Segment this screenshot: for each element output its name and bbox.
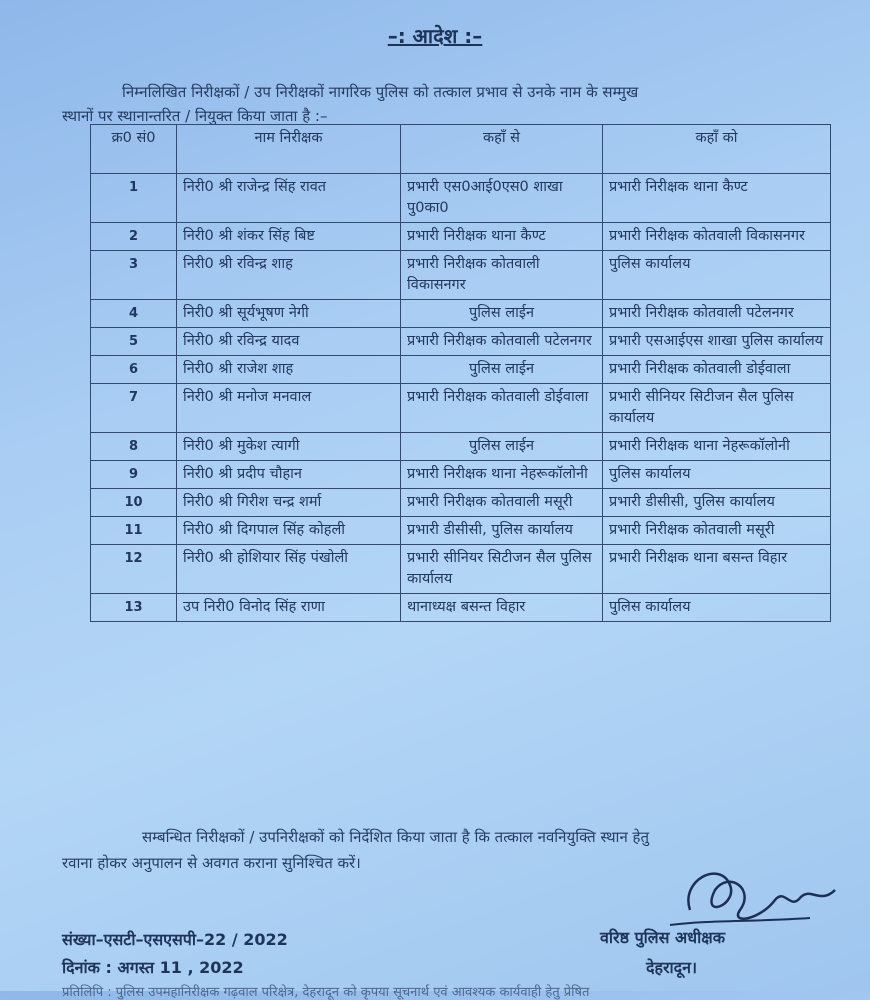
row-from: पुलिस लाईन (401, 356, 603, 384)
row-to: प्रभारी निरीक्षक थाना बसन्त विहार (603, 545, 831, 594)
row-to: पुलिस कार्यालय (603, 594, 831, 622)
intro-paragraph (62, 80, 852, 128)
row-name: निरी0 श्री शंकर सिंह बिष्ट (177, 223, 401, 251)
table-row (91, 328, 831, 356)
row-name: निरी0 श्री होशियार सिंह पंखोली (177, 545, 401, 594)
row-from: पुलिस लाईन (401, 300, 603, 328)
row-to: प्रभारी सीनियर सिटीजन सैल पुलिस कार्यालय (603, 384, 831, 433)
row-serial: 7 (91, 384, 177, 433)
row-to: प्रभारी निरीक्षक कोतवाली पटेलनगर (603, 300, 831, 328)
row-from: प्रभारी निरीक्षक थाना कैण्ट (401, 223, 603, 251)
row-from: प्रभारी निरीक्षक कोतवाली विकासनगर (401, 251, 603, 300)
row-name: उप निरी0 विनोद सिंह राणा (177, 594, 401, 622)
row-from: प्रभारी निरीक्षक कोतवाली डोईवाला (401, 384, 603, 433)
row-from: प्रभारी सीनियर सिटीजन सैल पुलिस कार्यालय (401, 545, 603, 594)
header-from: कहाँ से (401, 125, 603, 174)
row-to: प्रभारी निरीक्षक कोतवाली विकासनगर (603, 223, 831, 251)
row-serial: 3 (91, 251, 177, 300)
row-to: प्रभारी निरीक्षक कोतवाली डोईवाला (603, 356, 831, 384)
row-name: निरी0 श्री रविन्द्र शाह (177, 251, 401, 300)
row-name: निरी0 श्री दिगपाल सिंह कोहली (177, 517, 401, 545)
order-date: दिनांक : अगस्त 11 , 2022 (62, 958, 244, 977)
row-serial: 11 (91, 517, 177, 545)
order-title-text: –: आदेश :– (387, 24, 483, 48)
table-row (91, 517, 831, 545)
row-name: निरी0 श्री प्रदीप चौहान (177, 461, 401, 489)
row-from: प्रभारी निरीक्षक थाना नेहरूकॉलोनी (401, 461, 603, 489)
row-from: प्रभारी निरीक्षक कोतवाली पटेलनगर (401, 328, 603, 356)
row-name: निरी0 श्री राजेन्द्र सिंह रावत (177, 174, 401, 223)
row-to: पुलिस कार्यालय (603, 251, 831, 300)
signatory-title: वरिष्ठ पुलिस अधीक्षक (600, 928, 726, 947)
table-row (91, 545, 831, 594)
row-serial: 6 (91, 356, 177, 384)
row-name: निरी0 श्री रविन्द्र यादव (177, 328, 401, 356)
row-name: निरी0 श्री मुकेश त्यागी (177, 433, 401, 461)
table-row (91, 251, 831, 300)
row-serial: 1 (91, 174, 177, 223)
table-row (91, 174, 831, 223)
row-to: पुलिस कार्यालय (603, 461, 831, 489)
row-to: प्रभारी निरीक्षक थाना कैण्ट (603, 174, 831, 223)
row-from: पुलिस लाईन (401, 433, 603, 461)
table-row (91, 461, 831, 489)
row-serial: 5 (91, 328, 177, 356)
row-name: निरी0 श्री सूर्यभूषण नेगी (177, 300, 401, 328)
row-to: प्रभारी एसआईएस शाखा पुलिस कार्यालय (603, 328, 831, 356)
row-from: प्रभारी डीसीसी, पुलिस कार्यालय (401, 517, 603, 545)
row-serial: 4 (91, 300, 177, 328)
table-row (91, 433, 831, 461)
row-name: निरी0 श्री राजेश शाह (177, 356, 401, 384)
header-name: नाम निरीक्षक (177, 125, 401, 174)
row-to: प्रभारी डीसीसी, पुलिस कार्यालय (603, 489, 831, 517)
table-row (91, 384, 831, 433)
signatory-place: देहरादून। (646, 958, 698, 977)
table-row (91, 356, 831, 384)
row-name: निरी0 श्री मनोज मनवाल (177, 384, 401, 433)
header-to: कहाँ को (603, 125, 831, 174)
closing-line-1: सम्बन्धित निरीक्षकों / उपनिरीक्षकों को निर्देशित किया जाता है कि तत्काल नवनियुक्ति स्थान हेतु (142, 828, 650, 846)
table-row (91, 300, 831, 328)
order-title (0, 22, 870, 49)
row-from: प्रभारी एस0आई0एस0 शाखा पु0का0 (401, 174, 603, 223)
row-serial: 10 (91, 489, 177, 517)
row-to: प्रभारी निरीक्षक थाना नेहरूकॉलोनी (603, 433, 831, 461)
table-header-row (91, 125, 831, 174)
row-name: निरी0 श्री गिरीश चन्द्र शर्मा (177, 489, 401, 517)
row-from: प्रभारी निरीक्षक कोतवाली मसूरी (401, 489, 603, 517)
row-from: थानाध्यक्ष बसन्त विहार (401, 594, 603, 622)
row-serial: 12 (91, 545, 177, 594)
header-serial: क्र0 सं0 (91, 125, 177, 174)
intro-line-1: निम्नलिखित निरीक्षकों / उप निरीक्षकों नागरिक पुलिस को तत्काल प्रभाव से उनके नाम के सम्मुख (122, 83, 639, 101)
row-serial: 8 (91, 433, 177, 461)
copy-to-line: प्रतिलिपि : पुलिस उपमहानिरीक्षक गढ़वाल परिक्षेत्र, देहरादून को कृपया सूचनार्थ एवं आवश्यक कार्यवाही हेतु प्रेषित (62, 985, 590, 1000)
table-row (91, 594, 831, 622)
row-serial: 9 (91, 461, 177, 489)
closing-line-2: रवाना होकर अनुपालन से अवगत कराना सुनिश्चित करें। (62, 854, 361, 872)
reference-number: संख्या–एसटी–एसएसपी–22 / 2022 (62, 930, 288, 949)
row-to: प्रभारी निरीक्षक कोतवाली मसूरी (603, 517, 831, 545)
intro-line-2: स्थानों पर स्थानान्तरित / नियुक्त किया जाता है :– (62, 107, 328, 125)
table-row (91, 223, 831, 251)
table-row (91, 489, 831, 517)
row-serial: 13 (91, 594, 177, 622)
row-serial: 2 (91, 223, 177, 251)
transfer-table (90, 124, 831, 622)
